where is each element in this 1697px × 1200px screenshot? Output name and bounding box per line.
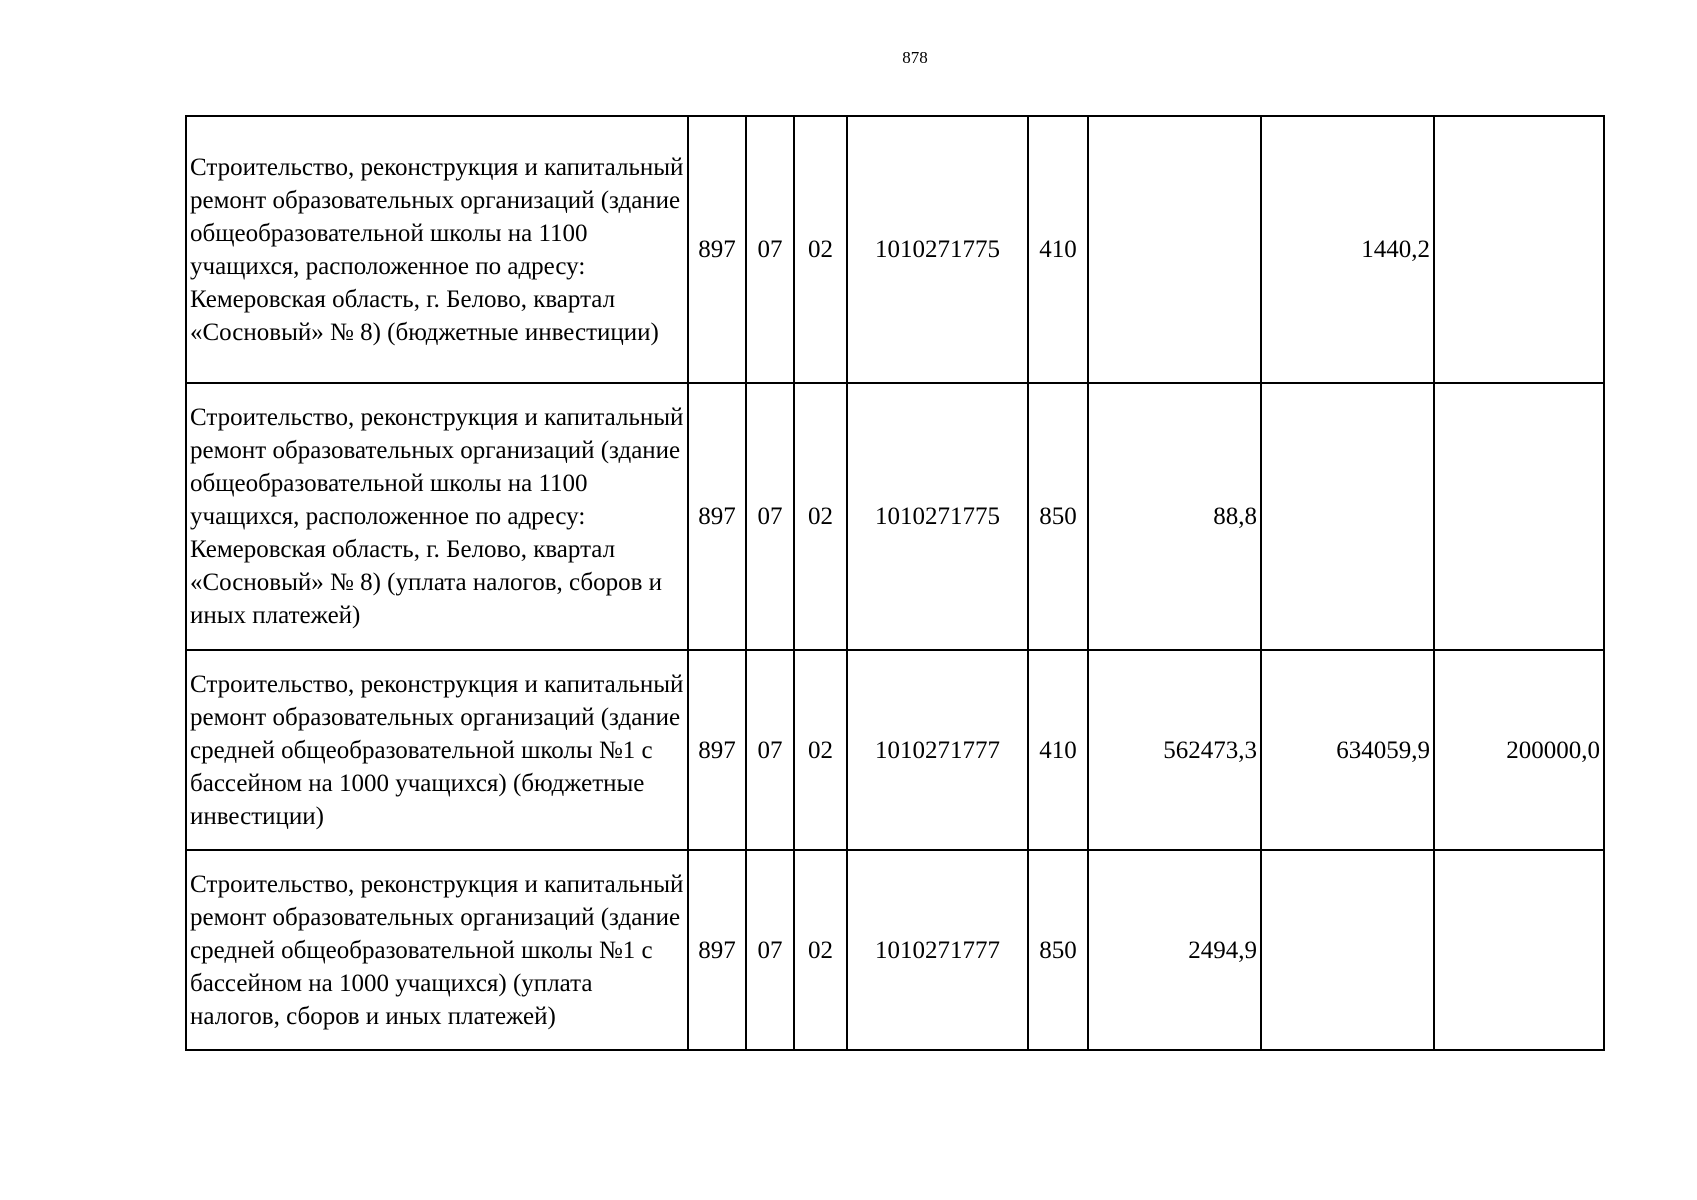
row-description: Строительство, реконструкция и капитальный ремонт образовательных организаций (здание средней общеобразовательной школы №1 с бассейном на 1000 учащихся) (бюджетные инвестиции): [186, 650, 688, 850]
amount-year-1: [1088, 116, 1261, 383]
ministry-code: 897: [688, 650, 746, 850]
subsection-code: 02: [794, 383, 847, 650]
amount-year-2: [1261, 383, 1434, 650]
expense-type-code: 410: [1028, 116, 1088, 383]
section-code: 07: [746, 383, 794, 650]
amount-year-3: [1434, 116, 1604, 383]
table-row: [186, 650, 1604, 850]
amount-year-2: 1440,2: [1261, 116, 1434, 383]
subsection-code: 02: [794, 850, 847, 1050]
expense-type-code: 850: [1028, 850, 1088, 1050]
amount-year-2: 634059,9: [1261, 650, 1434, 850]
row-description: Строительство, реконструкция и капитальный ремонт образовательных организаций (здание общеобразовательной школы на 1100 учащихся, расположенное по адресу: Кемеровская область, г. Белово, квартал «Сосновый» № 8) (уплата налогов, сборов и иных платежей): [186, 383, 688, 650]
subsection-code: 02: [794, 116, 847, 383]
amount-year-3: 200000,0: [1434, 650, 1604, 850]
subsection-code: 02: [794, 650, 847, 850]
amount-year-3: [1434, 850, 1604, 1050]
page-number: 878: [902, 48, 928, 67]
amount-year-3: [1434, 383, 1604, 650]
amount-year-1: 2494,9: [1088, 850, 1261, 1050]
budget-table: [185, 115, 1605, 1051]
ministry-code: 897: [688, 850, 746, 1050]
ministry-code: 897: [688, 116, 746, 383]
target-article-code: 1010271777: [847, 650, 1028, 850]
amount-year-2: [1261, 850, 1434, 1050]
section-code: 07: [746, 116, 794, 383]
target-article-code: 1010271775: [847, 116, 1028, 383]
table-row: [186, 850, 1604, 1050]
target-article-code: 1010271777: [847, 850, 1028, 1050]
expense-type-code: 410: [1028, 650, 1088, 850]
section-code: 07: [746, 650, 794, 850]
expense-type-code: 850: [1028, 383, 1088, 650]
ministry-code: 897: [688, 383, 746, 650]
row-description: Строительство, реконструкция и капитальный ремонт образовательных организаций (здание средней общеобразовательной школы №1 с бассейном на 1000 учащихся) (уплата налогов, сборов и иных платежей): [186, 850, 688, 1050]
target-article-code: 1010271775: [847, 383, 1028, 650]
amount-year-1: 562473,3: [1088, 650, 1261, 850]
row-description: Строительство, реконструкция и капитальный ремонт образовательных организаций (здание общеобразовательной школы на 1100 учащихся, расположенное по адресу: Кемеровская область, г. Белово, квартал «Сосновый» № 8) (бюджетные инвестиции): [186, 116, 688, 383]
section-code: 07: [746, 850, 794, 1050]
amount-year-1: 88,8: [1088, 383, 1261, 650]
table-row: [186, 383, 1604, 650]
table-row: [186, 116, 1604, 383]
